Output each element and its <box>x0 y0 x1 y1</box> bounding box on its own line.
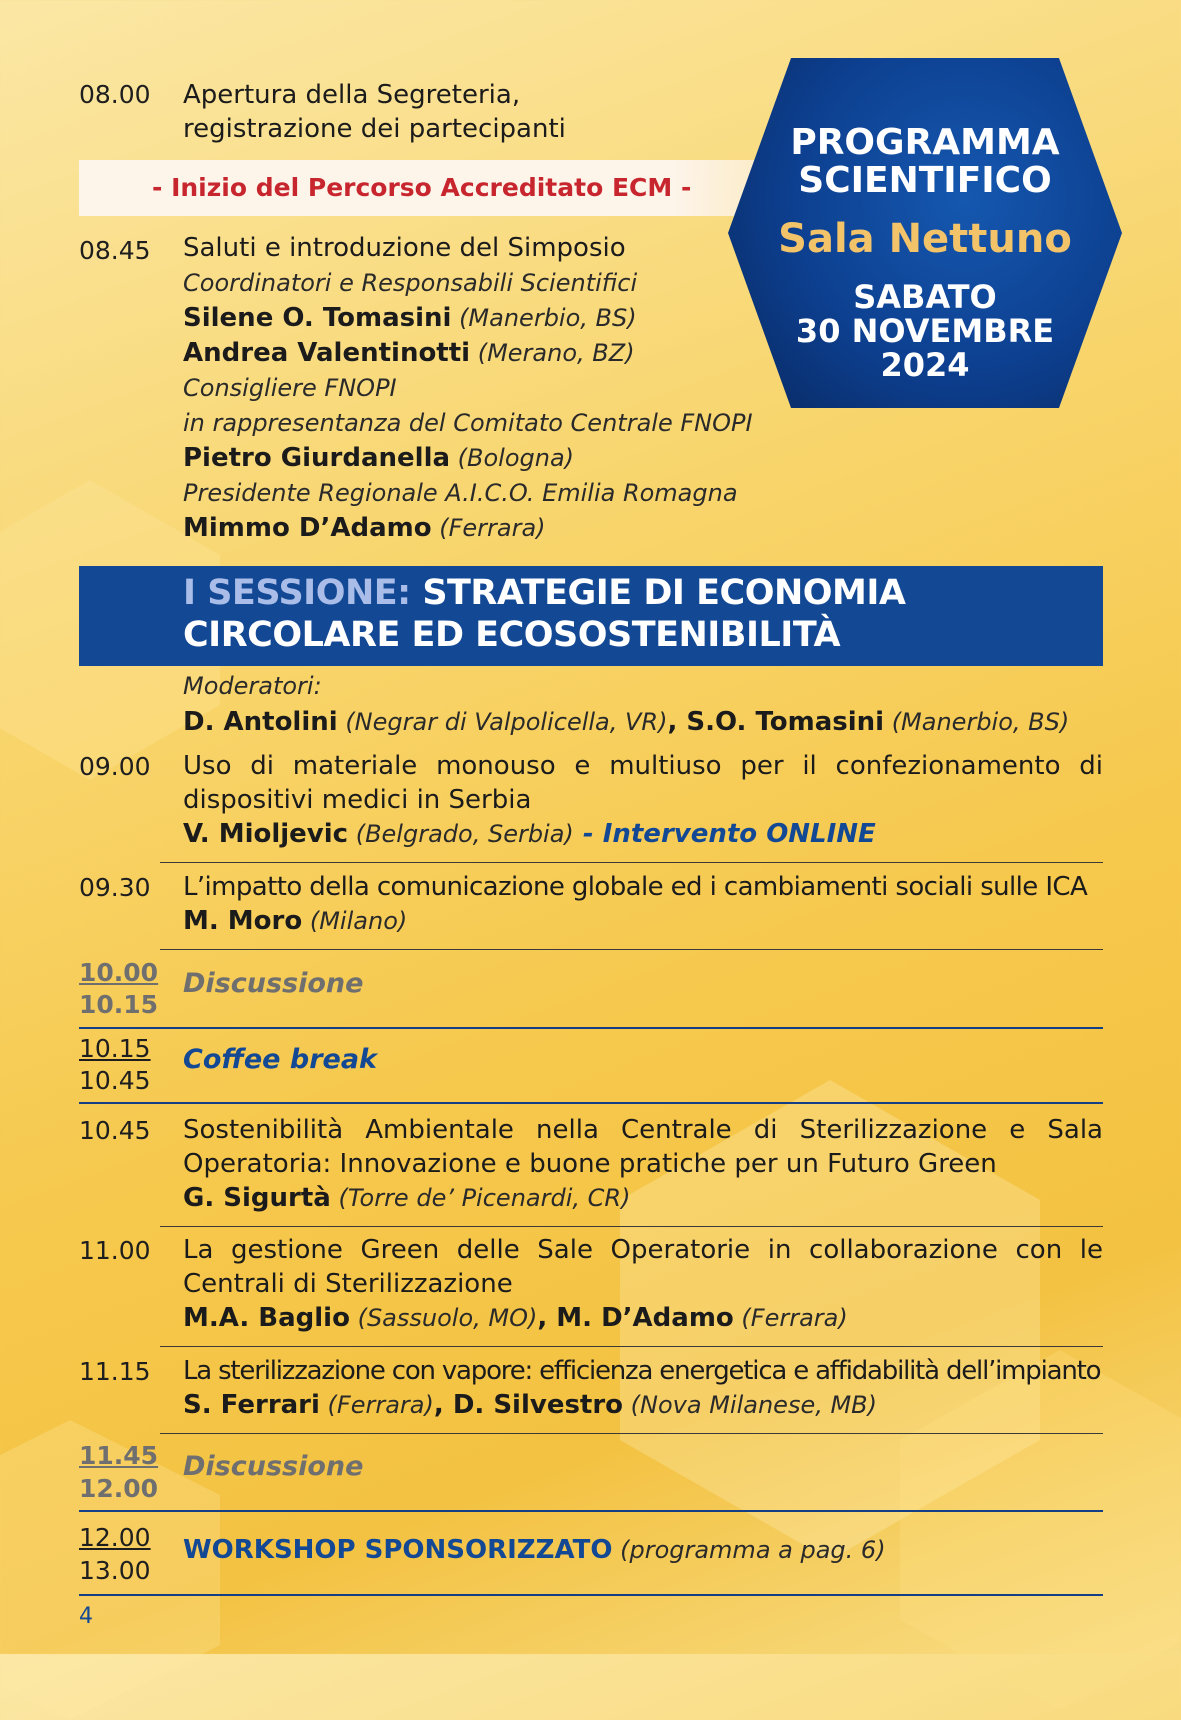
moderator-name: S.O. Tomasini <box>686 707 885 737</box>
speaker-name: M. Moro <box>183 906 303 936</box>
talk-title: L’impatto della comunicazione globale ed i cambiamenti sociali sulle ICA <box>183 872 1088 902</box>
separator: , <box>667 707 687 737</box>
coffee-break-label: Coffee break <box>183 1044 377 1075</box>
talk-2 <box>183 870 1113 938</box>
speaker-place: (Ferrara) <box>319 1391 434 1419</box>
registration-text <box>183 78 566 146</box>
talk-4 <box>183 1233 1103 1335</box>
online-note: - Intervento ONLINE <box>573 819 876 849</box>
talk-1 <box>183 749 1103 851</box>
session-title <box>183 572 905 656</box>
time-1015: 10.15 <box>79 990 159 1019</box>
page-number: 4 <box>79 1604 93 1629</box>
speaker-place: (Ferrara) <box>733 1304 848 1332</box>
time-0930: 09.30 <box>79 873 151 902</box>
time-1145: 11.45 <box>79 1441 159 1470</box>
time-0800: 08.00 <box>79 80 151 109</box>
opening-title: Saluti e introduzione del Simposio <box>183 233 626 263</box>
time-1200-workshop: 12.00 <box>79 1523 151 1552</box>
registration-line1: Apertura della Segreteria, <box>183 80 521 110</box>
speaker-place: (Torre de’ Picenardi, CR) <box>330 1184 631 1212</box>
talk-speakers <box>183 817 1103 851</box>
opening-person-1 <box>183 301 753 336</box>
time-1000: 10.00 <box>79 958 159 987</box>
opening-person-3 <box>183 441 753 476</box>
opening-role-1: Coordinatori e Responsabili Scientifici <box>183 269 638 297</box>
moderator-place: (Negrar di Valpolicella, VR) <box>337 708 668 736</box>
divider <box>160 1433 1103 1434</box>
time-1300: 13.00 <box>79 1556 151 1585</box>
divider <box>79 1510 1103 1512</box>
person-place: (Manerbio, BS) <box>451 304 637 332</box>
time-0845: 08.45 <box>79 236 151 265</box>
talk-title: Sostenibilità Ambientale nella Centrale di Sterilizzazione e Sala Operatoria: Innovazione e buone pratiche per un Futuro Green <box>183 1115 1103 1179</box>
person-name: Silene O. Tomasini <box>183 303 452 333</box>
divider <box>79 1594 1103 1596</box>
discussion-label: Discussione <box>183 968 364 999</box>
moderators-block <box>183 668 1069 740</box>
moderator-name: D. Antolini <box>183 707 338 737</box>
opening-role-2a: Consigliere FNOPI <box>183 374 397 402</box>
opening-block <box>183 231 753 546</box>
registration-line2: registrazione dei partecipanti <box>183 114 566 144</box>
separator: , <box>537 1303 557 1333</box>
moderators-names <box>183 704 1069 740</box>
person-place: (Merano, BZ) <box>470 339 635 367</box>
talk-title: La gestione Green delle Sale Operatorie in collaborazione con le Centrali di Sterilizzazione <box>183 1235 1103 1299</box>
talk-title: Uso di materiale monouso e multiuso per il confezionamento di dispositivi medici in Serbia <box>183 751 1103 815</box>
opening-person-4 <box>183 511 753 546</box>
moderator-place: (Manerbio, BS) <box>884 708 1070 736</box>
opening-person-2 <box>183 336 753 371</box>
speaker-place: (Nova Milanese, MB) <box>623 1391 878 1419</box>
session-title-line2: CIRCOLARE ED ECOSOSTENIBILITÀ <box>183 615 841 655</box>
talk-speakers <box>183 1301 1103 1335</box>
ecm-banner-text: - Inizio del Percorso Accreditato ECM - <box>152 173 692 202</box>
opening-role-3: Presidente Regionale A.I.C.O. Emilia Romagna <box>183 479 738 507</box>
time-0900: 09.00 <box>79 752 151 781</box>
speaker-place: (Milano) <box>302 907 408 935</box>
discussion-label: Discussione <box>183 1451 364 1482</box>
talk-title: La sterilizzazione con vapore: efficienza energetica e affidabilità dell’impianto <box>183 1356 1101 1386</box>
divider <box>160 949 1103 950</box>
talk-speakers <box>183 1388 1113 1422</box>
speaker-place: (Sassuolo, MO) <box>349 1304 538 1332</box>
talk-3 <box>183 1113 1103 1215</box>
separator: , <box>433 1390 453 1420</box>
opening-role-2b: in rappresentanza del Comitato Centrale FNOPI <box>183 409 753 437</box>
divider <box>79 1102 1103 1104</box>
workshop-entry <box>183 1533 886 1567</box>
badge-year: 2024 <box>880 346 970 384</box>
time-1045-coffee: 10.45 <box>79 1066 151 1095</box>
time-1045: 10.45 <box>79 1116 151 1145</box>
divider <box>160 862 1103 863</box>
speaker-place: (Belgrado, Serbia) <box>348 820 574 848</box>
person-place: (Bologna) <box>450 444 575 472</box>
time-1200: 12.00 <box>79 1474 159 1503</box>
speaker-name: M.A. Baglio <box>183 1303 350 1333</box>
speaker-name: D. Silvestro <box>452 1390 624 1420</box>
talk-speakers <box>183 1181 1103 1215</box>
person-place: (Ferrara) <box>431 514 546 542</box>
speaker-name: M. D’Adamo <box>556 1303 734 1333</box>
person-name: Pietro Giurdanella <box>183 443 451 473</box>
speaker-name: V. Mioljevic <box>183 819 349 849</box>
badge-title-2: SCIENTIFICO <box>798 160 1052 201</box>
badge-room: Sala Nettuno <box>778 216 1072 262</box>
divider <box>79 1027 1103 1029</box>
workshop-note: (programma a pag. 6) <box>612 1536 886 1564</box>
speaker-name: S. Ferrari <box>183 1390 320 1420</box>
talk-5 <box>183 1354 1113 1422</box>
time-1100: 11.00 <box>79 1236 151 1265</box>
session-label: I SESSIONE: <box>183 573 411 613</box>
badge-date: 30 NOVEMBRE <box>795 312 1055 350</box>
workshop-label: WORKSHOP SPONSORIZZATO <box>183 1535 613 1565</box>
moderators-label: Moderatori: <box>183 672 322 700</box>
session-title-line1: STRATEGIE DI ECONOMIA <box>410 573 906 613</box>
time-1015-coffee: 10.15 <box>79 1034 151 1063</box>
divider <box>160 1346 1103 1347</box>
talk-speakers <box>183 904 1113 938</box>
person-name: Mimmo D’Adamo <box>183 513 432 543</box>
time-1115: 11.15 <box>79 1357 151 1386</box>
divider <box>160 1226 1103 1227</box>
badge-day: SABATO <box>853 278 997 316</box>
person-name: Andrea Valentinotti <box>183 338 471 368</box>
speaker-name: G. Sigurtà <box>183 1183 331 1213</box>
badge-title-1: PROGRAMMA <box>790 122 1060 163</box>
